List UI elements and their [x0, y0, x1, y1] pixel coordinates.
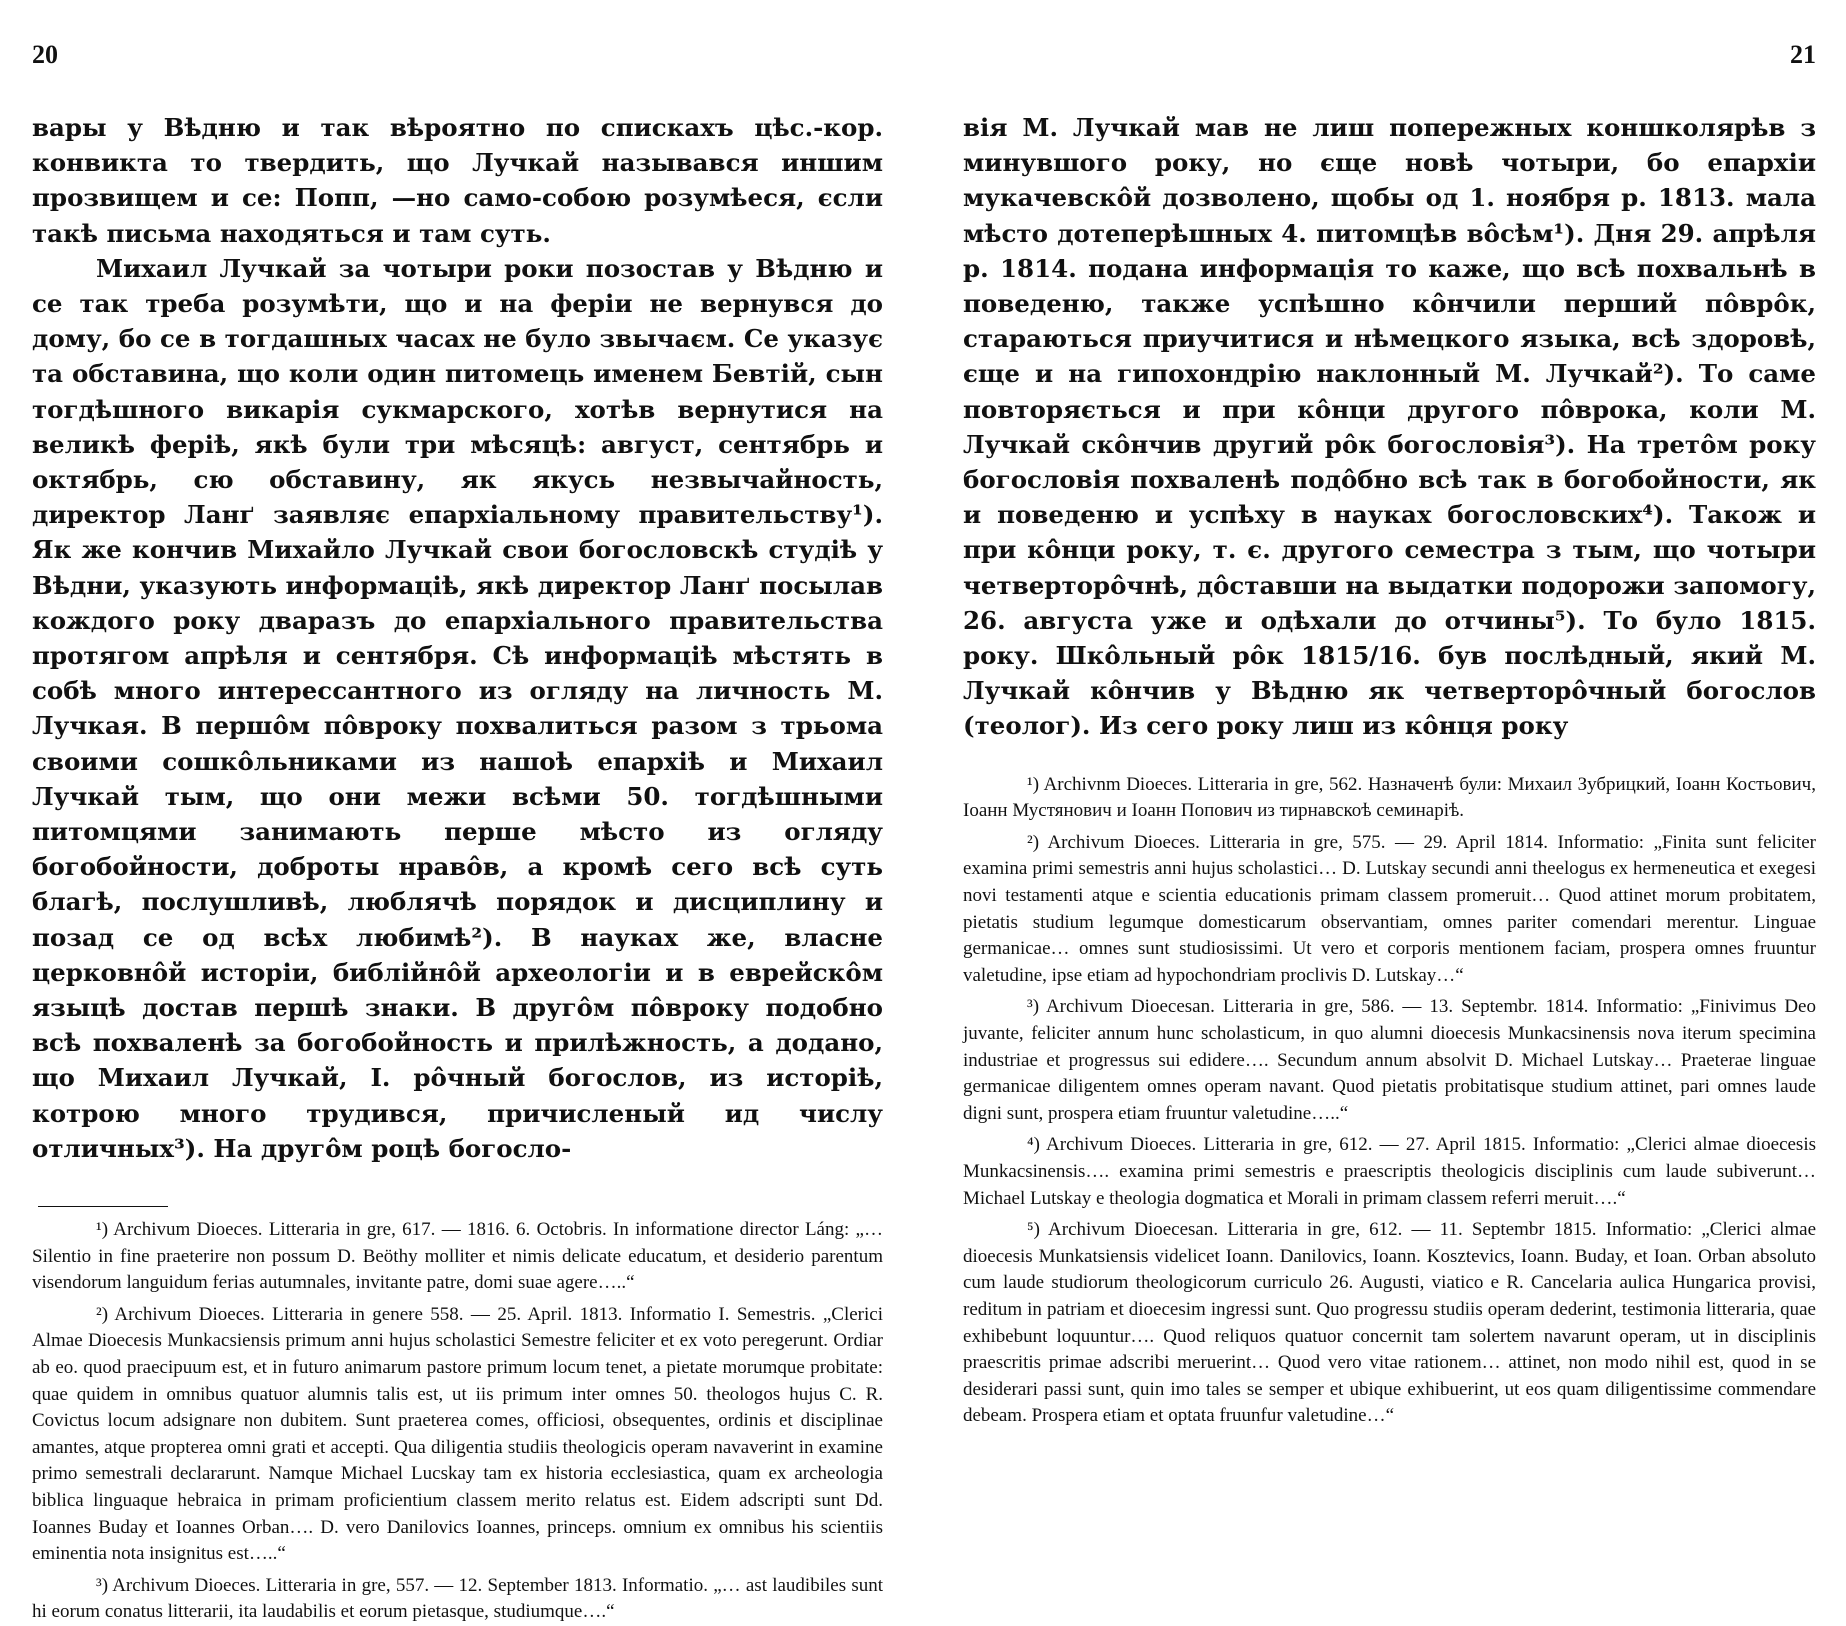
footnotes [963, 772, 1816, 1430]
footnote: ³) Archivum Dioeces. Litteraria in gre, 557. — 12. September 1813. Informatio. „… ast laudibiles sunt hi eorum conatus litterarii, ita laudabilis et eorum pietasque, studiumque….“ [32, 1574, 883, 1623]
footnote: ²) Archivum Dioeces. Litteraria in gre, 575. — 29. April 1814. Informatio: „Finita sunt feliciter examina primi semestris anni hujus scholastici… D. Lutskay secundi anni theelogus ex hermeneutica et exegesi novi testamenti atque e scientia educationis primam classem promeruit… Quod attinet morum probitatem, pietatis studium legumque domesticarum observantiam, omnes pariter comendari merentur. Linguae germanicae… omnes sunt studiosissimi. Ut vero et corporis mentionem faciam, prospera omnes fruuntur valetudine, ipse etiam ad hypochondriam proclivis D. Lutskay…“ [963, 831, 1816, 986]
page-number: 21 [1790, 40, 1816, 69]
footnote: ²) Archivum Dioeces. Litteraria in genere 558. — 25. April. 1813. Informatio I. Semestris. „Clerici Almae Dioecesis Munkacsiensis primum anni hujus scholastici Semestre feliciter et ex voto peregerunt. Ordiar ab eo. quod praecipuum est, et in futuro animarum pastore primum locum tenet, a pietate morumque probitate: quae quidem in omnibus quatuor alumnis talis est, ut iis primum inter omnes 50. theologos hujus C. R. Covictus locum adsignare non dubitem. Sunt praeterea comes, officiosi, obsequentes, ordinis et disciplinae amantes, atque propterea omni grati et accepti. Qua diligentia studiis theologicis operam navaverint in examine primo semestrali declararunt. Namque Michael Lucskay tam ex historia ecclesiastica, quam ex archeologia biblica linguaque hebraica in primam proficientium classem merito relatus est. Eidem adscripti sunt Dd. Ioannes Buday et Ioannes Orban…. D. vero Danilovics Ioannes, princeps. omnium ex omnibus his scientiis eminentia nota insignitus est…..“ [32, 1303, 883, 1565]
footnote: ⁵) Archivum Dioecesan. Litteraria in gre, 612. — 11. Septembr 1815. Informatio: „Clerici almae dioecesis Munkatsiensis videlicet Ioann. Danilovics, Ioann. Kosztevics, Ioann. Buday, et Ioan. Orban absoluto cum laude studiorum theologicorum curriculo 26. Augusti, viatico e R. Cancelaria aulica Hungarica provisi, reditum in patriam et dioecesim ingressi sunt. Quo progressu studiis operam dederint, testimonia litteraria, quae exhibebunt loquuntur…. Quod reliquos quatuor concernit tam solertem navarunt operam, ut in disciplinis praescritis primae adscribi meruerint… Quod vero vitae rationem… attinet, non modo nihil est, quod in se desiderari passi sunt, quin imo tales se semper et ubique exhibuerint, ut eos quam diligentissime commendare debeam. Prospera etiam et optata fruunfur valetudine…“ [963, 1219, 1816, 1427]
paragraph: Михаил Лучкай за чотыри роки позостав у Вѣдню и се так треба розумѣти, що и на феріи не вернувся до дому, бо се в тогдашных часах не було звычаєм. Се указує та обставина, що коли один питомець именем Бевтій, сын тогдѣшного викарія сукмарского, хотѣв вернутися на великѣ феріѣ, якѣ були три мѣсяцѣ: август, сентябрь и октябрь, сю обставину, як якусь незвычайность, директор Ланґ заявляє епархіальному правительству¹). Як же кончив Михайло Лучкай свои богословскѣ студіѣ у Вѣдни, указують информаціѣ, якѣ директор Ланґ посылав кождого року дваразъ до епархіального правительства протягом апрѣля и сентября. Сѣ информаціѣ мѣстять в собѣ много интерессантного из огляду на личность М. Лучкая. В першôм пôвроку похвалиться разом з трьома своими сошкôльниками из нашоѣ епархіѣ и Михаил Лучкай тым, що они межи всѣми 50. тогдѣшными питомцями занимають перше мѣсто из огляду богобойности, доброты нравôв, а кромѣ сего всѣ суть благѣ, послушливѣ, люблячѣ порядок и дисциплину и позад се од всѣх любимѣ²). В науках же, власне церковнôй исторіи, библійнôй археологіи и в еврейскôм языцѣ достав першѣ знаки. В другôм пôвроку подобно всѣ похваленѣ за богобойность и прилѣжность, а додано, що Михаил Лучкай, I. рôчный богослов, из исторіѣ, котрою много трудився, причисленый ид числу отличных³). На другôм роцѣ богосло- [32, 253, 883, 1163]
paragraph: вары у Вѣдню и так вѣроятно по спискахъ цѣс.-кор. конвикта то твердить, що Лучкай назывався иншим прозвищем и се: Попп, —но само-собою розумѣеся, єсли такѣ письма находяться и там суть. [32, 113, 883, 248]
footnotes [32, 1217, 883, 1626]
footnote-separator [38, 1206, 168, 1207]
paragraph: вія М. Лучкай мав не лиш поперeжных коншколярѣв з минувшого року, но єще новѣ чотыри, бо епархіи мукачевскôй дозволено, щобы од 1. ноября р. 1813. мала мѣсто дотеперѣшных 4. питомцѣв вôсѣм¹). Дня 29. апрѣля р. 1814. подана информація то каже, що всѣ похвальнѣ в поведеню, также успѣшно кôнчили перший пôврôк, стараються приучитися и нѣмецкого языка, всѣ здоровѣ, єще и на гипохондрію наклонный М. Лучкай²). То саме повторяється и при кôнци другого пôврока, коли М. Лучкай скôнчив другий рôк богословія³). На третôм року богословія похваленѣ подôбно всѣ так в богобойности, як и поведеню и успѣху в науках богословских⁴). Також и при кôнци року, т. є. другого семестра з тым, що чотыри четверторôчнѣ, дôставши на выдатки подорожи запомогу, 26. августа уже и одѣхали до отчины⁵). То було 1815. року. Шкôльный рôк 1815/16. був послѣдный, який М. Лучкай кôнчив у Вѣдню як четверторôчный богослов (теолог). Из сего року лиш из кôнця року [963, 113, 1816, 741]
footnote: ⁴) Archivum Dioeces. Litteraria in gre, 612. — 27. April 1815. Informatio: „Clerici almae dioecesis Munkacsinensis…. examina primi semestris e praescriptis theologicis disciplinis cum laude subiverunt… Michael Lutskay e theologia dogmatica et Morali in primam classem referri meruit….“ [963, 1134, 1816, 1209]
main-text [963, 110, 1816, 744]
left-page [0, 0, 923, 1623]
main-text [32, 110, 883, 1166]
footnote: ³) Archivum Dioecesan. Litteraria in gre, 586. — 13. Septembr. 1814. Informatio: „Finivimus Deo juvante, feliciter annum hunc scholasticum, in quo alumni dioecesis Munkacsinensis nova iterum specimina industriae et progressus sui edidere…. Secundum annum absolvit D. Michael Lutskay… Praeterae linguae germanicae diligentem omnes operam navant. Quod pietatis probitatisque studium attinet, pari omnes laude digni sunt, prospera etiam fruuntur valetudine…..“ [963, 996, 1816, 1124]
footnote: ¹) Archivum Dioeces. Litteraria in gre, 617. — 1816. 6. Octobris. In informatione director Láng: „…Silentio in fine praeterire non possum D. Beöthy molliter et nimis delicate educatum, et desiderio parentum visendorum languidum ferias autumnales, invitante patre, domi suae agere…..“ [32, 1219, 883, 1294]
page-number: 20 [32, 40, 58, 69]
footnote: ¹) Archivnm Dioeces. Litteraria in gre, 562. Назначенѣ були: Михаил Зубрицкий, Іоанн Костьович, Іоанн Мустянович и Іоанн Попович из тирнавскоѣ семинаріѣ. [963, 773, 1816, 822]
right-page [923, 0, 1846, 1500]
